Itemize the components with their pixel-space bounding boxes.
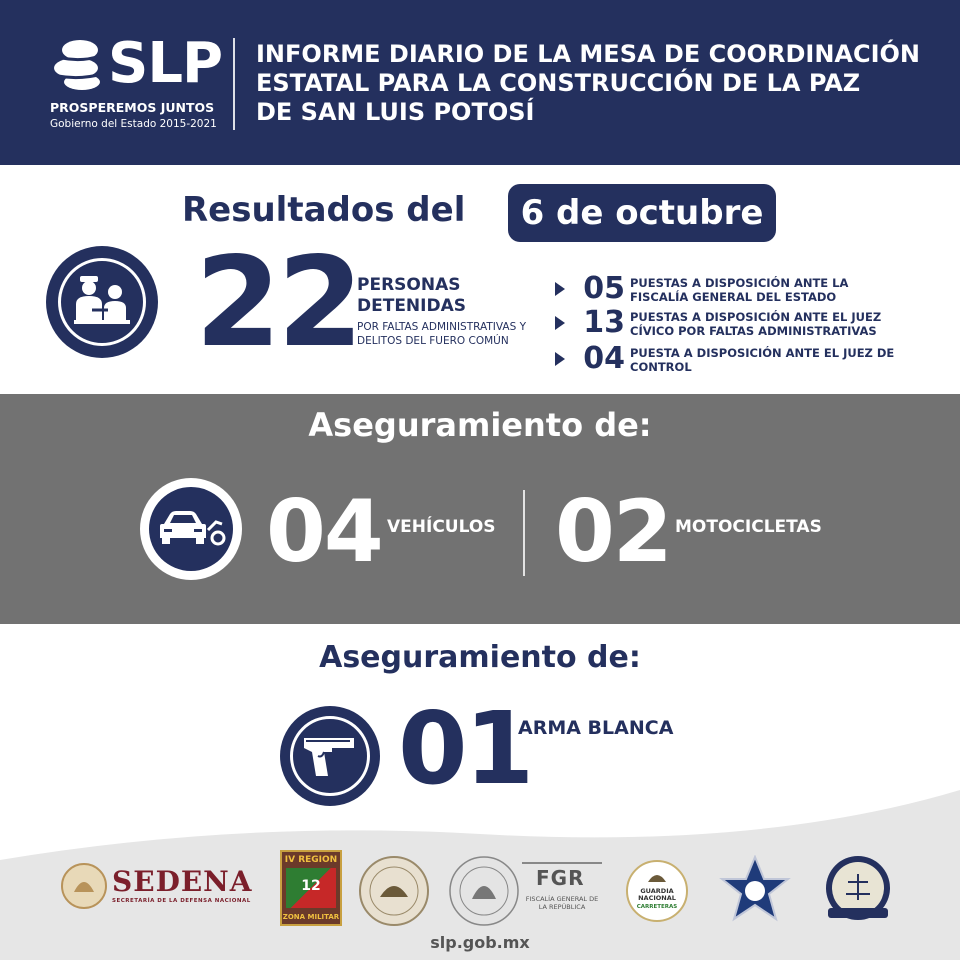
vehicles-count: 04 [266, 482, 382, 582]
sedena-eagle-icon [60, 862, 108, 910]
date-badge: 6 de octubre [508, 184, 776, 242]
logo-government: Gobierno del Estado 2015-2021 [50, 118, 217, 130]
disposition-text: PUESTA A DISPOSICIÓN ANTE EL JUEZ DE CONTROL [630, 346, 895, 374]
disposition-text: PUESTAS A DISPOSICIÓN ANTE EL JUEZ CÍVICO POR FALTAS ADMINISTRATIVAS [630, 310, 882, 338]
weapons-heading: Aseguramiento de: [319, 640, 641, 675]
zona-militar-subtitle: ZONA MILITAR [282, 913, 340, 921]
detained-person-icon [46, 246, 158, 358]
vehicles-heading: Aseguramiento de: [308, 406, 652, 444]
disposition-number: 04 [583, 341, 625, 376]
triangle-bullet-icon [555, 282, 565, 296]
fiscalia-estado-seal-icon [820, 854, 896, 926]
triangle-bullet-icon [555, 352, 565, 366]
detained-sublabel: POR FALTAS ADMINISTRATIVAS Y DELITOS DEL FUERO COMÚN [357, 321, 526, 347]
title-line: INFORME DIARIO DE LA MESA DE COORDINACIÓN [256, 40, 921, 68]
weapon-count: 01 [398, 690, 532, 807]
vehicles-divider [523, 490, 525, 576]
fgr-subtitle: FISCALÍA GENERAL DE LA REPÚBLICA [525, 895, 599, 911]
sedena-subtitle: SECRETARÍA DE LA DEFENSA NACIONAL [112, 898, 251, 904]
logo-text: SLP [108, 31, 223, 96]
disposition-text: PUESTAS A DISPOSICIÓN ANTE LA FISCALÍA GENERAL DEL ESTADO [630, 276, 849, 304]
disposition-number: 13 [583, 305, 625, 340]
detained-count: 22 [195, 231, 360, 375]
mexico-coat-of-arms-icon [448, 855, 520, 927]
triangle-bullet-icon [555, 316, 565, 330]
zona-militar-badge-icon [280, 850, 342, 926]
title-line: DE SAN LUIS POTOSÍ [256, 98, 535, 126]
slp-logo-icon [52, 36, 108, 92]
header-divider [233, 38, 235, 130]
motorcycles-count: 02 [555, 482, 671, 582]
page-title [256, 40, 936, 127]
results-heading: Resultados del [182, 190, 466, 230]
guardia-carreteras-badge-icon [626, 860, 688, 922]
title-line: ESTATAL PARA LA CONSTRUCCIÓN DE LA PAZ [256, 69, 861, 97]
logo-slogan: PROSPEREMOS JUNTOS [50, 100, 215, 115]
car-motorcycle-icon [140, 478, 242, 580]
weapon-label: ARMA BLANCA [518, 717, 674, 739]
guardia-carreteras-name: GUARDIA NACIONAL [638, 887, 676, 902]
guardia-carreteras-subtitle: CARRETERAS [636, 904, 678, 910]
sedena-logo-text: SEDENA [112, 865, 253, 898]
website-url[interactable]: slp.gob.mx [430, 933, 530, 952]
fgr-rule [522, 862, 602, 864]
fgr-logo-text: FGR [536, 866, 585, 890]
guardia-nacional-seal-icon [358, 855, 430, 927]
zona-militar-number: 12 [301, 878, 321, 894]
zona-militar-region: IV REGION [284, 855, 338, 865]
detained-label: PERSONAS DETENIDAS [357, 275, 466, 316]
header-banner [0, 0, 960, 165]
motorcycles-label: MOTOCICLETAS [675, 517, 822, 537]
police-star-icon [718, 855, 792, 927]
disposition-number: 05 [583, 271, 625, 306]
vehicles-label: VEHÍCULOS [387, 517, 496, 537]
